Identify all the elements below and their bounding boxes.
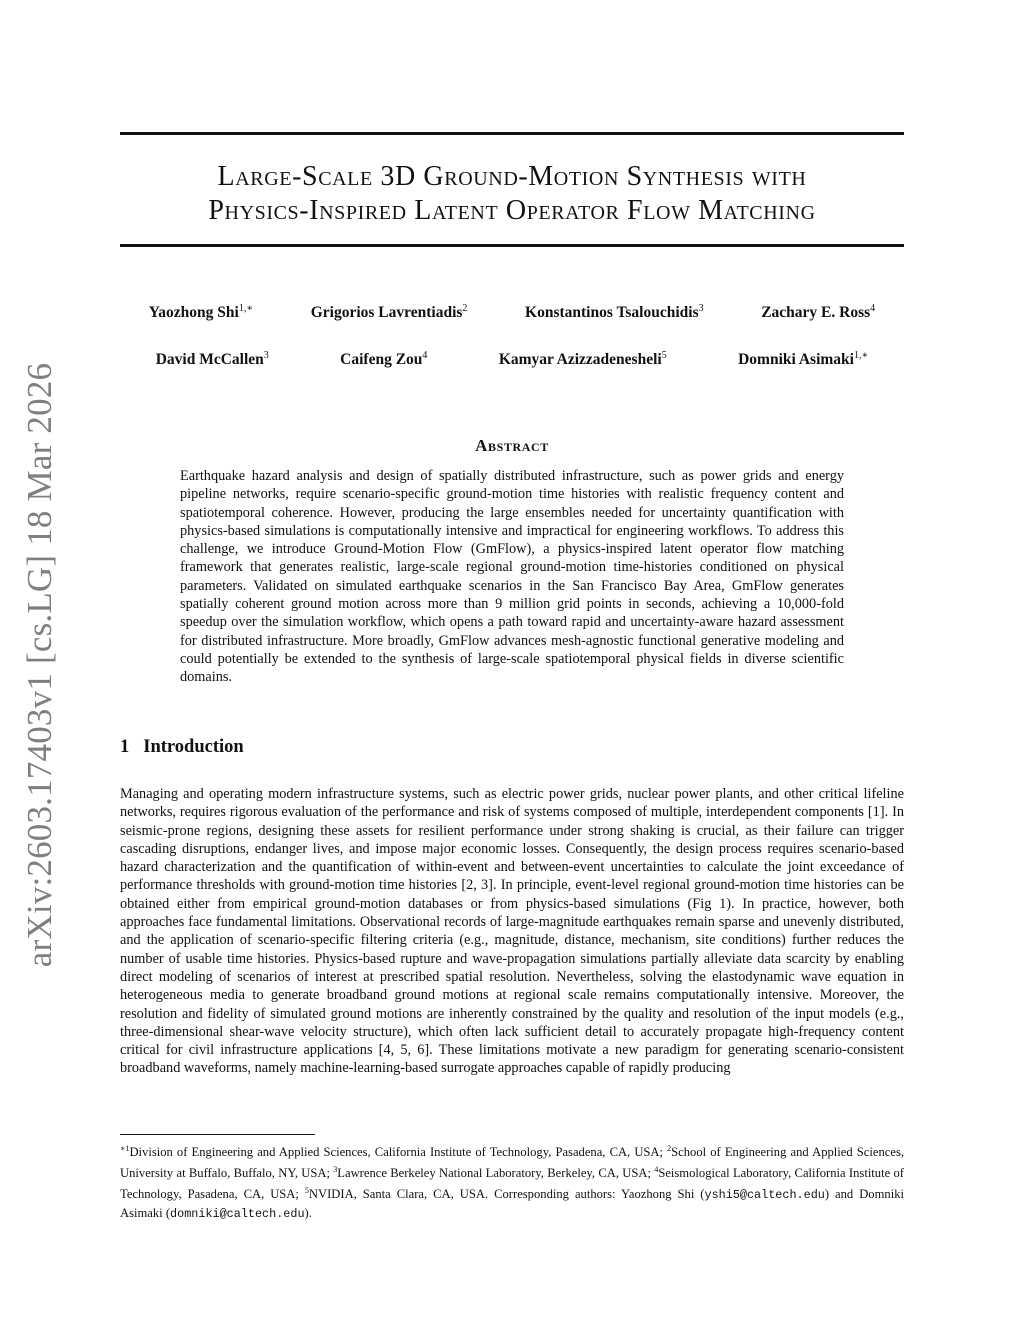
author: Domniki Asimaki$^{1,∗}$ (738, 350, 869, 369)
author-row-2 (120, 350, 904, 369)
title-bottom-rule (120, 244, 904, 247)
arxiv-id-text: arXiv:2603.17403v1 [cs.LG] 18 Mar 2026 (20, 362, 60, 968)
author: Grigorios Lavrentiadis$^2$ (310, 303, 468, 322)
title-line-1: Large-Scale 3D Ground-Motion Synthesis with (217, 161, 807, 192)
paper-title (120, 160, 904, 228)
author: Caifeng Zou$^4$ (340, 350, 428, 369)
footnote-rule (120, 1134, 315, 1135)
section-title: Introduction (143, 737, 244, 757)
author: Kamyar Azizzadenesheli$^5$ (498, 350, 667, 369)
arxiv-identifier-stamp (10, 362, 70, 968)
section-heading-introduction (120, 737, 244, 758)
author: David McCallen$^3$ (155, 350, 269, 369)
email-link-asimaki[interactable]: domniki@caltech.edu (170, 1206, 305, 1221)
email-link-shi[interactable]: yshi5@caltech.edu (704, 1188, 825, 1203)
author-row-1 (120, 303, 904, 322)
author: Konstantinos Tsalouchidis$^3$ (525, 303, 704, 322)
author: Yaozhong Shi$^{1,∗}$ (148, 303, 254, 322)
abstract-heading: Abstract (475, 436, 549, 455)
abstract-text: Earthquake hazard analysis and design of spatially distributed infrastructure, such as power grids and energy pipeline networks, require scenario-specific ground-motion time histories with realistic frequency content and spatiotemporal coherence. However, producing the large ensembles needed for uncertainty quantification with physics-based simulations is computationally intensive and impractical for engineering workflows. To address this challenge, we introduce Ground-Motion Flow (GmFlow), a physics-inspired latent operator flow matching framework that generates realistic, large-scale regional ground-motion time-histories conditioned on physical parameters. Validated on simulated earthquake scenarios in the San Francisco Bay Area, GmFlow generates spatially coherent ground motion across more than 9 million grid points in seconds, achieving a 10,000-fold speedup over the simulation workflow, which opens a path toward rapid and uncertainty-aware hazard assessment for distributed infrastructure. More broadly, GmFlow advances mesh-agnostic functional generative modeling and could potentially be extended to the synthesis of large-scale spatiotemporal physical fields in diverse scientific domains. (180, 468, 844, 686)
author: Zachary E. Ross$^4$ (761, 303, 876, 322)
title-line-2: Physics-Inspired Latent Operator Flow Matching (208, 195, 816, 226)
title-top-rule (120, 132, 904, 135)
affiliations-footnote: $^{∗1}$Division of Engineering and Applied Sciences, California Institute of Technology, Pasadena, CA, USA; $^2$School of Engineering and Applied Sciences, University at Buffalo, Buffalo, NY, USA; $^3$Lawrence Berkeley National Laboratory, Berkeley, CA, USA; $^4$Seismological Laboratory, California Institute of Technology, Pasadena, CA, USA; $^5$NVIDIA, Santa Clara, CA, USA. Corresponding authors: Yaozhong Shi (yshi5@caltech.edu) and Domniki Asimaki (domniki@caltech.edu). (120, 1144, 904, 1221)
section-number: 1 (120, 737, 130, 757)
introduction-text: Managing and operating modern infrastructure systems, such as electric power grids, nuclear power plants, and other critical lifeline networks, requires rigorous evaluation of the performance and risk of systems composed of multiple, interdependent components [1]. In seismic-prone regions, designing these assets for resilient performance under strong shaking is crucial, as their failure can trigger cascading disruptions, endanger lives, and impose major economic losses. Consequently, the design process requires scenario-based hazard characterization and the quantification of within-event and between-event uncertainties to calculate the joint exceedance of performance thresholds with ground-motion time histories [2, 3]. In principle, event-level regional ground-motion time histories can be obtained either from empirical ground-motion databases or from physics-based simulations (Fig 1). In practice, however, both approaches face fundamental limitations. Observational records of large-magnitude earthquakes remain sparse and unevenly distributed, and the application of scenario-specific filtering criteria (e.g., magnitude, distance, mechanism, site conditions) further reduces the number of usable time histories. Physics-based rupture and wave-propagation simulations partially alleviate data scarcity by enabling direct modeling of scenarios of interest at prescribed spatial resolution. Nevertheless, solving the elastodynamic wave equation in heterogeneous media to generate broadband ground motions at regional scale remains computationally intensive. Moreover, the resolution and fidelity of simulated ground motions are inherently constrained by the quality and resolution of the input models (e.g., three-dimensional shear-wave velocity structure), which often lack sufficient detail to accurately propagate high-frequency content critical for civil infrastructure applications [4, 5, 6]. These limitations motivate a new paradigm for generating scenario-consistent broadband waveforms, namely machine-learning-based surrogate approaches capable of rapidly producing (120, 786, 904, 1077)
